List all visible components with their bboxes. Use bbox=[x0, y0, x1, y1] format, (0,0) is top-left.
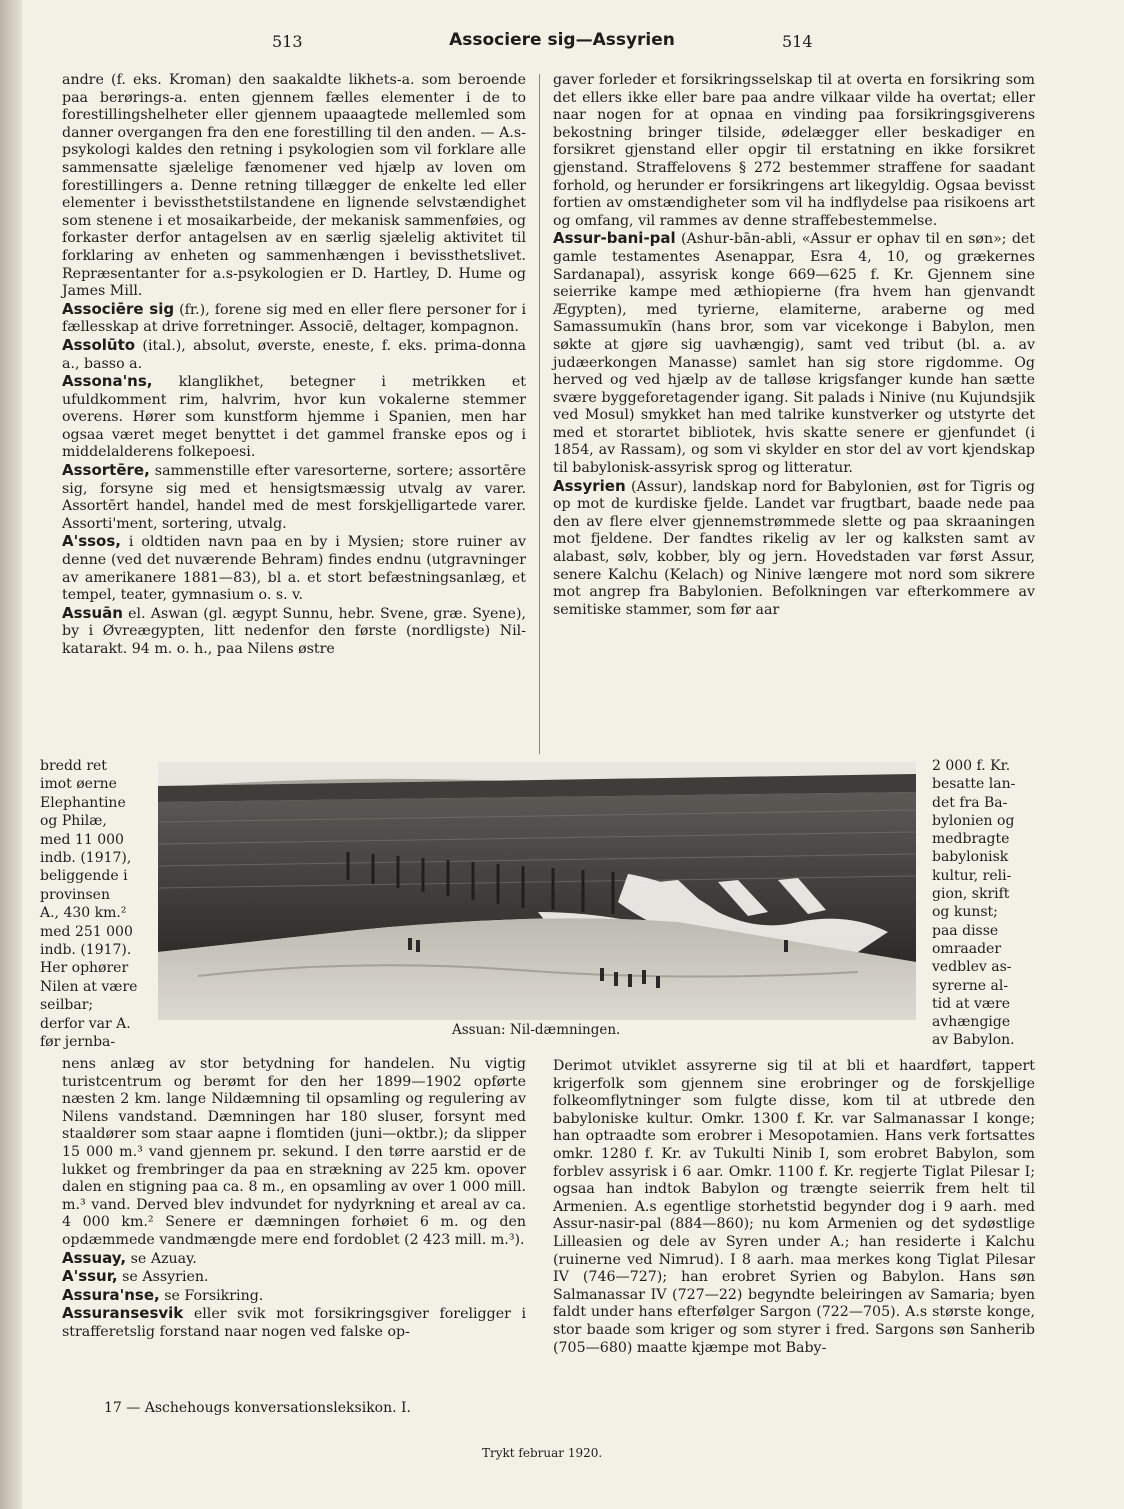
entry-keyword: Assyrien bbox=[553, 476, 626, 495]
text-line: paa disse bbox=[932, 922, 999, 939]
entry-text: Derimot utviklet assyrerne sig til at bli et haardført, tappert krigerfolk som gjennem sine erobringer og de forskjellige folkeomflytninger som fulgte disse, kom til at utbrede den babyloniske kultur. Omkr. 1300 f. Kr. var Salmanassar I konge; han optraadte som erobrer i Mesopotamien. Hans verk fortsattes omkr. 1280 f. Kr. av Tukulti Ninib I, som erobret Babylon, som forblev assyrisk i 6 aar. Omkr. 1100 f. Kr. regjerte Tiglat Pilesar I; ogsaa han indtok Babylon og trængte seierrik frem helt til Armenien. A.s egentlige storhetstid begynder dog i 9 aarh. med Assur-nasir-pal (884—860); nu kom Armenien og det sydøstlige Lilleasien og dele av Syren under A.; han residerte i Kalchu (ruinerne ved Nimrud). I 8 aarh. maa merkes kong Tiglat Pilesar IV (746—727); han erobret Syrien og Babylon. Hans søn Salmanassar IV (727—22) begyndte beleiringen av Samaria; byen faldt under hans efterfølger Sargon (722—705). A.s største konge, stor baade som kriger og som styrer i fred. Sargons søn Sanherib (705—680) maatte kjæmpe mot Baby- bbox=[553, 1058, 1035, 1356]
page-number-right: 514 bbox=[782, 32, 813, 51]
text-line: derfor var A. bbox=[40, 1015, 131, 1032]
text-line: tid at være bbox=[932, 995, 1010, 1012]
entry-text: (Assur), landskap nord for Babylonien, øst for Tigris og op mot de kurdiske fjelde. Landet var frugtbart, baade nede paa den av flere elver gjennemstrømmede slette og paa skraaningen mot fjeldene. Der fandtes rikelig av ler og kalksten samt av alabast, sølv, kobber, bly og jern. Hovedstaden var først Assur, senere Kalchu (Kelach) og Ninive længere mot nord som sikrere mot angrep fra Babylonien. Befolkningen var efterkommere av semitiske stammer, som før aar bbox=[553, 478, 1035, 618]
entry-assos bbox=[62, 533, 526, 604]
text-line: med 251 000 bbox=[40, 923, 133, 940]
entry-assuay bbox=[62, 1250, 526, 1269]
text-line: provinsen bbox=[40, 886, 110, 903]
column-divider bbox=[539, 74, 540, 754]
entry-keyword: Assona'ns, bbox=[62, 372, 153, 391]
entry-assonans bbox=[62, 373, 526, 462]
nile-dam-photograph bbox=[158, 762, 916, 1020]
entry-assoluto bbox=[62, 337, 526, 373]
text-line: beliggende i bbox=[40, 868, 128, 885]
text-line: omraader bbox=[932, 940, 1002, 957]
text-line: vedblev as- bbox=[932, 959, 1012, 976]
page-header bbox=[60, 28, 1064, 58]
text-line: Her ophører bbox=[40, 960, 129, 977]
text-line: det fra Ba- bbox=[932, 794, 1008, 811]
entry-text: sammenstille efter varesorterne, sortere; assortēre sig, forsyne sig med et hensigtsmæssig utvalg av varer. Assortērt handel, handel med de mest forskjelligartede varer. Assorti'ment, sortering, utvalg. bbox=[62, 463, 526, 532]
page-binding-edge bbox=[0, 0, 22, 1509]
entry-text: eller svik mot forsikringsgiver foreligger i strafferetslig forstand naar nogen ved falske op- bbox=[62, 1306, 527, 1340]
text-line: avhængige bbox=[932, 1014, 1011, 1031]
entry-assuranse bbox=[62, 1287, 526, 1306]
narrow-right-text bbox=[932, 757, 1038, 1050]
text-line: bredd ret bbox=[40, 758, 107, 774]
entry-text: se Forsikring. bbox=[164, 1287, 264, 1304]
entry-assuan bbox=[62, 605, 526, 659]
bottom-right-column bbox=[553, 1058, 1035, 1357]
entry-keyword: Assolūto bbox=[62, 335, 136, 354]
page-number-left: 513 bbox=[272, 32, 303, 51]
entry-text: gaver forleder et forsikringsselskap til at overta en forsikring som det ellers ikke eller bare paa andre vilkaar vilde ha overtat; eller naar nogen for at opnaa en vinding paa forsikringsgiverens bekostning bringer tilside, ødelægger eller beskadiger en forsikret gjenstand eller opgir til erstatning en ikke forsikret gjenstand. Straffelovens § 272 bestemmer straffene for saadant forhold, og herunder er forsikringens art likegyldig. Ogsaa bevisst fortien av omstændigheter som vil ha indflydelse paa risikoens art og omfang, vil rammes av denne straffebestemmelse. bbox=[553, 72, 1035, 229]
entry-assyrien bbox=[553, 478, 1035, 620]
entry-keyword: Assuān bbox=[62, 603, 123, 622]
print-date: Trykt februar 1920. bbox=[482, 1446, 603, 1460]
entry-assur bbox=[62, 1268, 526, 1287]
page-footer: 17 — Aschehougs konversationsleksikon. I. bbox=[104, 1400, 412, 1416]
text-line: imot øerne bbox=[40, 776, 117, 793]
entry-text: klanglikhet, betegner i metrikken et ufuldkomment rim, halvrim, hvor kun vokalerne stemmer overens. Hører som kunstform hjemme i Spanien, men har ogsaa været meget benyttet i det gammel franske epos og i middelalderens folkepoesi. bbox=[62, 374, 526, 461]
entry-text: se Assyrien. bbox=[122, 1269, 209, 1286]
entry-keyword: A'ssos, bbox=[62, 532, 121, 551]
entry-text: (Ashur-bān-abli, «Assur er ophav til en søn»; det gamle testamentes Asenappar, Esra 4, 10, og grækernes Sardanapal), assyrisk konge 669—625 f. Kr. Gjennem sine seierrike kampe med æthiopierne (fra hvem han gjenvandt Ægypten), med tyrierne, elamiterne, araberne og med Samassumukīn (hans bror, som var vicekonge i Babylon, men søkte at gjøre sig uavhængig), samt ved tribut (bl. a. av judæerkongen Manasse) samlet han sig store rigdomme. Og herved og ved hjælp av de talløse krigsfanger kunde han sætte svære byggeforetagender igang. Sit palads i Ninive (nu Kujundsjik ved Mosul) smykket han med talrike kunstverker og utstyrte det med et storartet bibliotek, hvis skatte senere er gjenfundet (i 1854, av Rassam), og som vi skylder en stor del av vort kjendskap til babylonisk-assyrisk sprog og litteratur. bbox=[553, 231, 1035, 477]
text-line: og kunst; bbox=[932, 904, 998, 921]
right-column bbox=[553, 72, 1035, 619]
bottom-left-column bbox=[62, 1056, 526, 1342]
text-line: Elephantine bbox=[40, 794, 126, 811]
figure-caption: Assuan: Nil-dæmningen. bbox=[452, 1022, 621, 1038]
entry-text: i oldtiden navn paa en by i Mysien; store ruiner av denne (ved det nuværende Behram) findes endnu (utgravninger av amerikanere 1881—83), bl a. et stort befæstningsanlæg, et tempel, teater, gymnasium o. s. v. bbox=[62, 534, 526, 604]
text-line: A., 430 km.² bbox=[40, 905, 127, 922]
entry-assur-bani-pal bbox=[553, 230, 1035, 477]
entry-keyword: Associēre sig bbox=[62, 299, 175, 318]
text-line: medbragte bbox=[932, 831, 1010, 848]
entry-text: andre (f. eks. Kroman) den saakaldte likhets-a. som beroende paa berørings-a. enten gjennem fælles elementer i de to forestillingshelheter eller gjennem upaaagtede mellemled som danner overgangen fra den ene forestilling til den anden. — A.s-psykologi kaldes den retning i psykologien som vil forklare alle sammensatte sjælelige fænomener ved hjælp av loven om forestillingers a. Denne retning tillægger de enkelte led eller elementer i bevissthetstilstandene en lignende selvstændighet som stenene i et mosaikarbeide, der mekanisk sammenføies, og forkaster derfor antagelsen av en særlig sjælelig aktivitet til forklaring av enheten og sammenhængen i bevissthetslivet. Repræsentanter for a.s-psykologien er D. Hartley, D. Hume og James Mill. bbox=[62, 72, 526, 300]
entry-keyword: Assura'nse, bbox=[62, 1285, 160, 1304]
text-line: indb. (1917). bbox=[40, 942, 132, 959]
entry-keyword: Assuay, bbox=[62, 1248, 127, 1267]
text-line: syrerne al- bbox=[932, 977, 1009, 994]
entry-associere-sig bbox=[62, 301, 526, 337]
text-line: 2 000 f. Kr. bbox=[932, 758, 1011, 774]
text-line: Nilen at være seilbar; bbox=[40, 978, 138, 1014]
text-line: besatte lan- bbox=[932, 776, 1016, 793]
entry-text: se Azuay. bbox=[130, 1250, 197, 1267]
text-line: kultur, reli- bbox=[932, 867, 1012, 884]
entry-keyword: Assortēre, bbox=[62, 461, 150, 480]
entry-assuransesvik bbox=[62, 1305, 526, 1341]
text-line: av Babylon. bbox=[932, 1032, 1015, 1049]
narrow-left-text bbox=[40, 757, 144, 1052]
text-line: bylonien og bbox=[932, 812, 1015, 829]
text-line: og Philæ, bbox=[40, 813, 107, 830]
text-line: med 11 000 bbox=[40, 831, 124, 848]
entry-keyword: Assuransesvik bbox=[62, 1304, 184, 1323]
entry-text: nens anlæg av stor betydning for handelen. Nu vigtig turistcentrum og berømt for den her 1899—1902 opførte næsten 2 km. lange Nildæmning til opsamling og regulering av Nilens vandstand. Dæmningen har 180 sluser, forsynt med staaldører som staar aapne i flomtiden (juni—oktbr.); da slipper 15 000 m.³ vand gjennem pr. sekund. I den tørre aarstid er de lukket og frembringer da paa en strækning av 225 km. opover dalen en stigning paa ca. 8 m., en opsamling av over 1 000 mill. m.³ vand. Derved blev indvundet for nydyrkning et areal av ca. 4 000 km.² Senere er dæmningen forhøiet 6 m. og den opdæmmede vandmængde mere end fordoblet (2 423 mill. m.³). bbox=[62, 1056, 526, 1248]
entry-text: el. Aswan (gl. ægypt Sunnu, hebr. Svene, græ. Syene), by i Øvreægypten, litt nedenfor den første (nordligste) Nil-katarakt. 94 m. o. h., paa Nilens østre bbox=[62, 605, 527, 657]
text-line: babylonisk bbox=[932, 849, 1009, 866]
left-column bbox=[62, 72, 526, 659]
entry-assortere bbox=[62, 462, 526, 533]
text-line: indb. (1917), bbox=[40, 850, 132, 867]
entry-text: (ital.), absolut, øverste, eneste, f. eks. prima-donna a., basso a. bbox=[62, 337, 526, 372]
entry-text: (fr.), forene sig med en eller flere personer for i fællesskap at drive forretninger. Associē, deltager, kompagnon. bbox=[62, 301, 527, 336]
entry-keyword: Assur-bani-pal bbox=[553, 229, 676, 248]
text-line: gion, skrift bbox=[932, 886, 1010, 903]
running-title: Associere sig—Assyrien bbox=[449, 30, 675, 50]
entry-keyword: A'ssur, bbox=[62, 1267, 118, 1286]
text-line: før jernba- bbox=[40, 1034, 116, 1051]
